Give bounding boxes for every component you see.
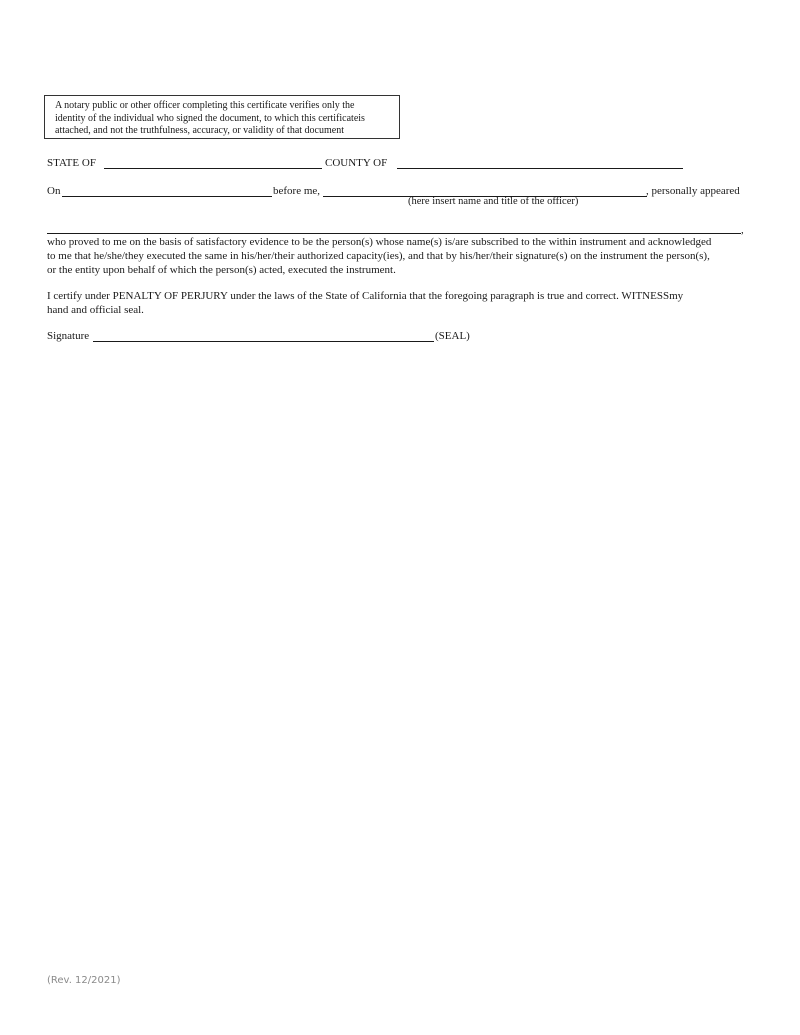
signature-label: Signature [47, 330, 90, 342]
certification-line: I certify under PENALTY OF PERJURY under the laws of the State of California that the foregoing paragraph is true and correct. WITNESSmy [47, 290, 684, 302]
date-field[interactable] [62, 196, 272, 197]
certification-line: hand and official seal. [47, 304, 144, 316]
seal-label: (SEAL) [435, 330, 470, 342]
on-label: On [47, 185, 61, 197]
personally-appeared-label: , personally appeared [646, 185, 740, 197]
disclaimer-line: attached, and not the truthfulness, accuracy, or validity of that document [55, 125, 344, 136]
revision-footer: (Rev. 12/2021) [47, 975, 121, 986]
state-label: STATE OF [47, 157, 96, 169]
acknowledgment-line: who proved to me on the basis of satisfactory evidence to be the person(s) whose name(s) is/are subscribed to the within instrument and acknowledged [47, 236, 712, 248]
notary-disclaimer-box [44, 95, 400, 139]
disclaimer-line: identity of the individual who signed the document, to which this certificateis [55, 112, 365, 124]
acknowledgment-paragraph [47, 235, 747, 277]
officer-caption: (here insert name and title of the officer) [408, 196, 579, 207]
certification-paragraph [47, 289, 747, 317]
state-field[interactable] [104, 168, 322, 169]
disclaimer-line: A notary public or other officer completing this certificate verifies only the [55, 100, 355, 111]
signature-field[interactable] [93, 341, 434, 342]
signer-name-field[interactable] [47, 233, 741, 234]
acknowledgment-line: or the entity upon behalf of which the person(s) acted, executed the instrument. [47, 264, 396, 276]
acknowledgment-line: to me that he/she/they executed the same in his/her/their authorized capacity(ies), and that by his/her/their signature(s) on the instrument the person(s), [47, 250, 710, 262]
before-me-label: before me, [273, 185, 321, 197]
signer-line-comma: , [741, 224, 744, 236]
county-field[interactable] [397, 168, 683, 169]
county-label: COUNTY OF [325, 157, 388, 169]
